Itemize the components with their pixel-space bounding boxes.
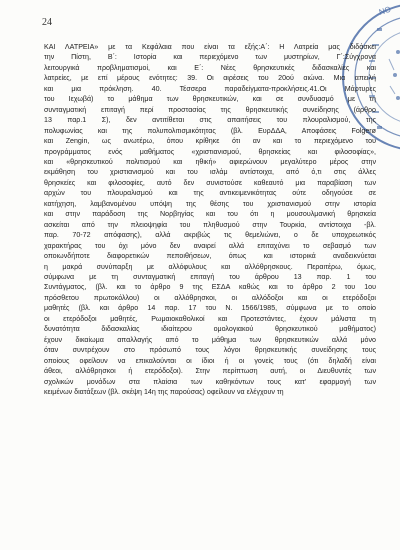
text-line: πρόσθετου πρωτοκόλλου) οι αλλόθρησκοι, οι αλλόδοξοι και οι ετερόδοξοι xyxy=(44,293,376,302)
text-line: οποιωνδήποτε διαφορετικών πεποιθήσεων, όπως και ιστορικά αναδεικνύεται xyxy=(44,252,376,261)
text-line: παρ. 70-72 απόφασης), αλλά ακριβώς τις θεμελιώνει, ο δε υποχρεωτικός xyxy=(44,231,376,240)
document-body-text xyxy=(44,42,376,397)
stamp-text: ΝΟ xyxy=(377,4,393,17)
text-line: και μια πρόκληση. 40. Τέσσερα παραδείγματα-προκλήσεις.41.Οι Μάρτυρες xyxy=(44,84,376,93)
text-line: κατήχηση, λαμβανομένου υπόψη της θέσης του χριστιανισμού στην ιστορία xyxy=(44,199,376,208)
text-line: 13 παρ.1 Σ), δεν αντιτίθεται στις απαιτήσεις του πλουραλισμού, της xyxy=(44,116,376,125)
text-line: συνταγματική επιταγή περί προστασίας της θρησκευτικής συνείδησης (άρθρο xyxy=(44,105,376,114)
text-line: Συντάγματος, (βλ. και το άρθρο 9 της ΕΣΔΑ καθώς και το άρθρο 2 του 1ου xyxy=(44,283,376,292)
text-line: μαθητές (βλ. και άρθρο 14 παρ. 17 του Ν. 1566/1985, σύμφωνα με το οποίο xyxy=(44,304,376,313)
text-line: λειτουργικά προβληματισμοί, και Ε΄: Νέες θρησκευτικές διδασκαλίες και xyxy=(44,63,376,72)
text-line: εκμάθηση του χριστιανισμού και του ισλάμ αντίστοιχα, από ό,τι στις άλλες xyxy=(44,168,376,177)
text-line: σύμφωνα με τη συνταγματική επιταγή του άρθρου 13 παρ. 1 του xyxy=(44,272,376,281)
page-number: 24 xyxy=(42,17,52,28)
text-line: ασκείται από την πλειοψηφία του πληθυσμού στην Τουρκία, αντίστοιχα -βλ. xyxy=(44,220,376,229)
text-line: και Zengin, ως ανωτέρω, όπου κρίθηκε ότι αν και το περιεχόμενο του xyxy=(44,137,376,146)
text-line: προγράμματος ενός μαθήματος «χριστιανισμού, θρησκείας και φιλοσοφίας», xyxy=(44,147,376,156)
text-line: και «θρησκευτικού πολιτισμού και ηθική» αφιερώνουν μεγαλύτερο μέρος στην xyxy=(44,157,376,166)
text-line: κειμένων διατάξεων (βλ. σκέψη 14η της παρούσας) οφείλουν να ελέγχουν τη xyxy=(44,387,284,396)
text-line: χαρακτήρας του όχι μόνο δεν αναιρεί αλλά επιταχύνει το σεβασμό των xyxy=(44,241,376,250)
text-line: λατρείες, με επί μέρους ενότητες: 39. Οι αιρέσεις του 20ού αιώνα. Μια απειλή xyxy=(44,74,376,83)
text-line: θρησκείες και φιλοσοφίες, αυτό δεν συνιστούσε καθεαυτό μια παραβίαση των xyxy=(44,178,376,187)
text-line: έχουν δικαίωμα απαλλαγής από το μάθημα των θρησκευτικών αλλά μόνο xyxy=(44,335,376,344)
text-line: η μακρά συνύπαρξη με αλλόφυλους και αλλόθρησκους. Περαιτέρω, όμως, xyxy=(44,262,376,271)
text-line: άθεοι, αλλόθρησκοι ή ετερόδοξοι). Στην περίπτωση αυτή, οι Διευθυντές των xyxy=(44,367,376,376)
text-line: όταν συντρέχουν στο πρόσωπό τους λόγοι θρησκευτικής συνείδησης τους xyxy=(44,346,376,355)
text-line: οι ετερόδοξοι μαθητές, Ρωμαιοκαθολικοί και Προτεστάντες, έχουν μάλιστα τη xyxy=(44,314,376,323)
text-line: την Πίστη, Β΄: Ιστορία και περιεχόμενο των μυστηρίων, Γ΄:Σύγχρονα xyxy=(44,53,376,62)
text-line: σχολικών μονάδων στα πλαίσια των καθηκόντων τους κατ' εφαρμογή των xyxy=(44,377,376,386)
text-line: δυνατότητα διδασκαλίας ιδιαίτερου ομολογιακού θρησκευτικού μαθήματος) xyxy=(44,325,376,334)
text-line: οποίους οφείλουν να επικαλούνται οι ίδιοι ή οι γονείς τους (ότι δηλαδή είναι xyxy=(44,356,376,365)
text-line: ΚΑΙ ΛΑΤΡΕΙΑ» με τα Κεφάλαια που είναι τα εξής:Α΄: Η Λατρεία μας διδάσκει xyxy=(44,43,376,51)
text-line: αρχών του πλουραλισμού και της αντικειμενικότητας ούτε οδηγούσε σε xyxy=(44,189,376,198)
text-line: και στην παράδοση της Νορβηγίας και του ότι η μουσουλμανική θρησκεία xyxy=(44,210,376,219)
text-line: του Ιεχωβά) το μάθημα των θρησκευτικών, και σε συνδυασμό με τη xyxy=(44,95,376,104)
text-line: πολυφωνίας και της πολυπολιτισμικότητας (βλ. ΕυρΔΔΑ, Αποφάσεις Folgerø xyxy=(44,126,376,135)
